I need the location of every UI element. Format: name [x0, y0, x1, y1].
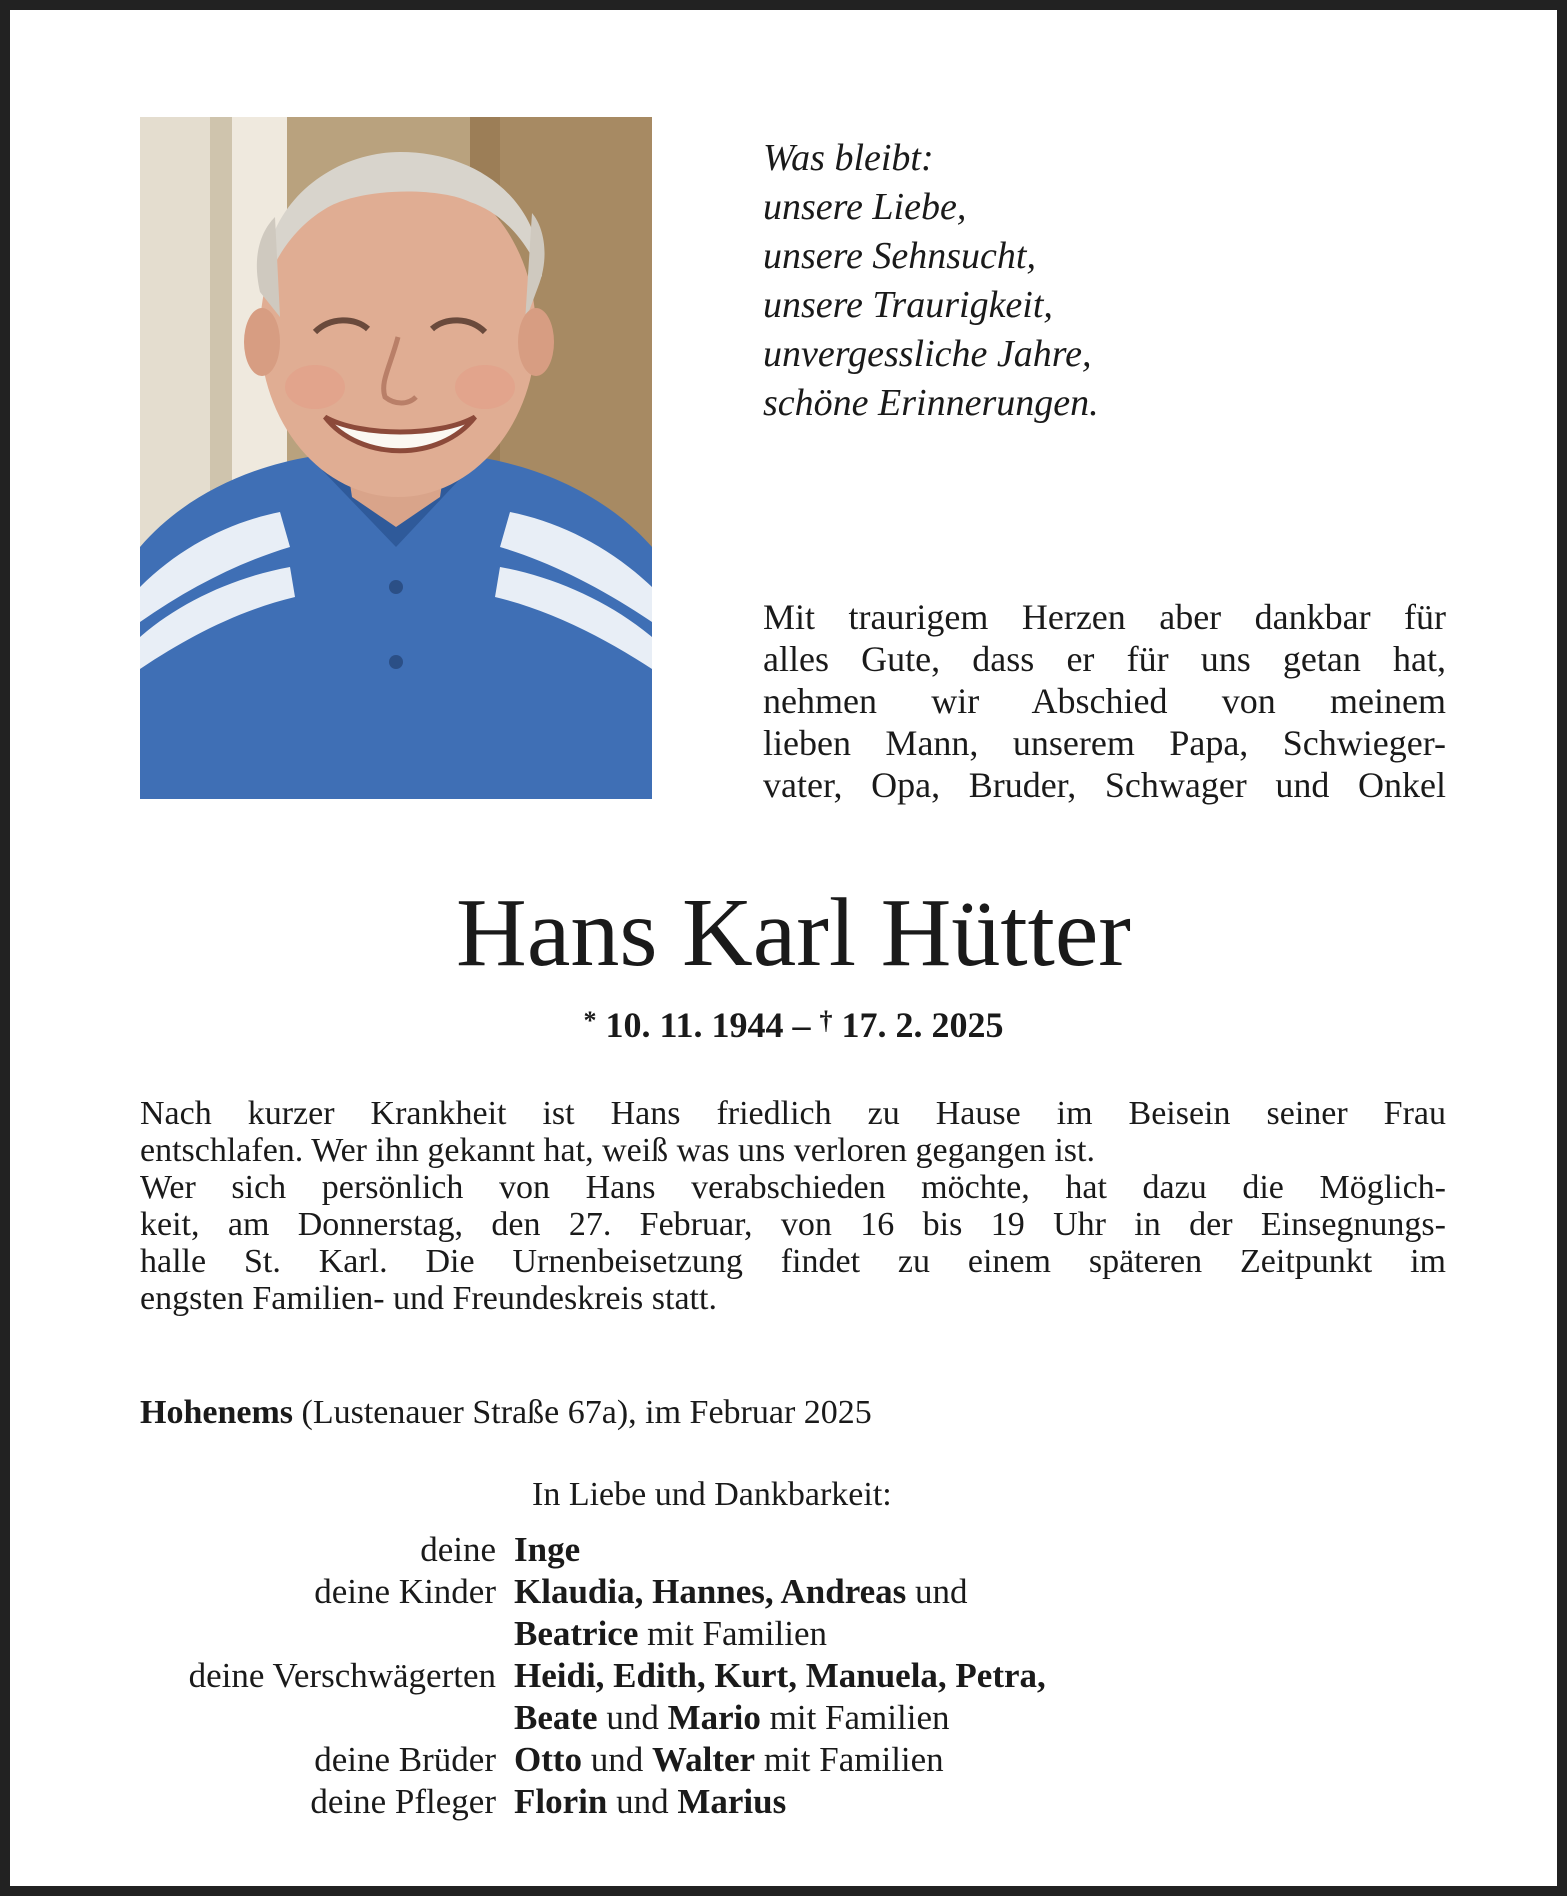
mourner-name: Klaudia, Hannes, Andreas [514, 1572, 907, 1611]
announcement-text [140, 1095, 1446, 1317]
mourner-row [110, 1697, 1450, 1739]
mourner-relation: deine Verschwägerten [188, 1656, 496, 1695]
mourner-name: Florin [514, 1782, 608, 1821]
death-date: 17. 2. 2025 [841, 1005, 1004, 1045]
body-line: keit, am Donnerstag, den 27. Februar, von 16 bis 19 Uhr in der Einsegnungs- [140, 1206, 1446, 1243]
poem-line: unvergessliche Jahre, [763, 333, 1092, 375]
intro-line: vater, Opa, Bruder, Schwager und Onkel [763, 765, 1446, 805]
mourner-name: Walter [652, 1740, 756, 1779]
poem-line: unsere Liebe, [763, 186, 967, 228]
intro-line: nehmen wir Abschied von meinem [763, 681, 1446, 721]
mourner-name: Beate [514, 1698, 598, 1737]
mourner-relation [110, 1613, 514, 1655]
deceased-name: Hans Karl Hütter [456, 879, 1131, 987]
mourner-connector: mit Familien [760, 1698, 950, 1737]
mourner-relation: deine Kinder [314, 1572, 496, 1611]
place-and-date [140, 1393, 1446, 1433]
mourner-connector: und [906, 1572, 968, 1611]
mourner-names [514, 1697, 1450, 1739]
mourner-names [514, 1781, 1450, 1823]
mourner-row [110, 1739, 1450, 1781]
mourner-name: Marius [677, 1782, 787, 1821]
mourner-row [110, 1655, 1450, 1697]
date-dash: – [792, 1005, 811, 1045]
intro-line: Mit traurigem Herzen aber dankbar für [763, 597, 1446, 637]
intro-line: lieben Mann, unserem Papa, Schwieger- [763, 723, 1446, 763]
mourner-relation: deine Pfleger [310, 1782, 496, 1821]
mourner-connector: mit Familien [755, 1740, 944, 1779]
body-line: engsten Familien- und Freundeskreis statt. [140, 1280, 717, 1317]
mourner-connector: und [597, 1698, 668, 1737]
body-line: entschlafen. Wer ihn gekannt hat, weiß was uns verloren gegangen ist. [140, 1132, 1095, 1169]
portrait-illustration [140, 117, 652, 799]
mourner-connector: mit Familien [638, 1614, 827, 1653]
mourner-relation [110, 1697, 514, 1739]
mourner-name: Otto [514, 1740, 583, 1779]
mourner-name: Heidi, Edith, Kurt, Manuela, Petra, [514, 1656, 1046, 1695]
body-line: halle St. Karl. Die Urnenbeisetzung findet zu einem späteren Zeitpunkt im [140, 1243, 1446, 1280]
mourner-names [514, 1739, 1450, 1781]
poem-line: unsere Traurigkeit, [763, 284, 1053, 326]
death-symbol: † [819, 1006, 833, 1035]
mourner-row [110, 1529, 1450, 1571]
mourner-names [514, 1613, 1450, 1655]
intro-line: alles Gute, dass er für uns getan hat, [763, 639, 1446, 679]
body-line: Nach kurzer Krankheit ist Hans friedlich zu Hause im Beisein seiner Frau [140, 1095, 1446, 1132]
place-city: Hohenems [140, 1394, 293, 1431]
life-dates [10, 999, 1567, 1047]
mourner-names [514, 1655, 1450, 1697]
mourner-connector: und [607, 1782, 678, 1821]
mourner-relation: deine [420, 1530, 496, 1569]
mourner-name: Mario [667, 1698, 761, 1737]
place-details: (Lustenauer Straße 67a), im Februar 2025 [293, 1394, 872, 1431]
mourner-row [110, 1571, 1450, 1613]
body-line: Wer sich persönlich von Hans verabschieden möchte, hat dazu die Möglich- [140, 1169, 1446, 1206]
poem [763, 134, 1463, 428]
mourner-connector: und [582, 1740, 653, 1779]
thanks-line: In Liebe und Dankbarkeit: [532, 1476, 892, 1513]
mourner-names [514, 1529, 1450, 1571]
poem-line: Was bleibt: [763, 137, 934, 179]
mourners-list [110, 1529, 1450, 1823]
poem-line: unsere Sehnsucht, [763, 235, 1036, 277]
mourner-name: Inge [514, 1530, 581, 1569]
birth-date: 10. 11. 1944 [605, 1005, 784, 1045]
mourner-relation: deine Brüder [314, 1740, 496, 1779]
mourner-names [514, 1571, 1450, 1613]
portrait-photo [140, 117, 652, 799]
mourner-row [110, 1781, 1450, 1823]
intro-paragraph [763, 596, 1446, 806]
mourner-row [110, 1613, 1450, 1655]
birth-symbol: * [583, 1006, 597, 1035]
poem-line: schöne Erinnerungen. [763, 382, 1099, 424]
mourner-name: Beatrice [514, 1614, 639, 1653]
